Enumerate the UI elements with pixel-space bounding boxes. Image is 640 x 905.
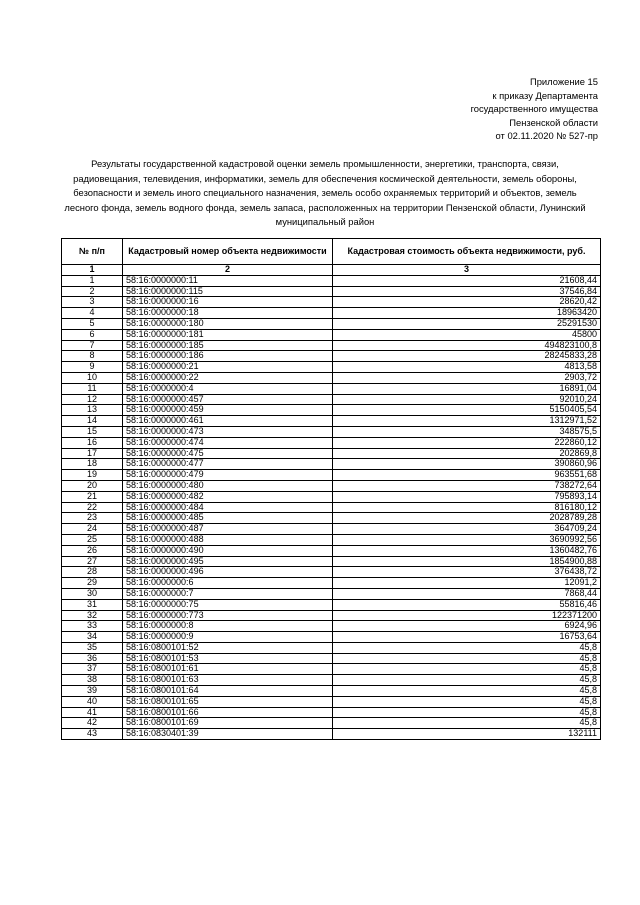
cadastral-number: 58:16:0000000:487 xyxy=(123,524,333,535)
table-row xyxy=(62,502,601,513)
cadastral-number: 58:16:0000000:21 xyxy=(123,362,333,373)
cadastral-number: 58:16:0000000:474 xyxy=(123,437,333,448)
cadastral-value: 1854900,88 xyxy=(333,556,601,567)
cadastral-number: 58:16:0000000:473 xyxy=(123,426,333,437)
cadastral-number: 58:16:0000000:7 xyxy=(123,588,333,599)
cadastral-number: 58:16:0000000:181 xyxy=(123,329,333,340)
cadastral-value: 5150405,54 xyxy=(333,405,601,416)
table-row xyxy=(62,718,601,729)
table-row xyxy=(62,480,601,491)
table-row xyxy=(62,534,601,545)
cadastral-number: 58:16:0000000:480 xyxy=(123,480,333,491)
appendix-line: Приложение 15 xyxy=(529,76,598,87)
cadastral-value: 3690992,56 xyxy=(333,534,601,545)
cadastral-value: 795893,14 xyxy=(333,491,601,502)
table-row xyxy=(62,578,601,589)
row-number: 26 xyxy=(62,545,123,556)
table-row xyxy=(62,491,601,502)
table-row xyxy=(62,610,601,621)
cadastral-value: 222860,12 xyxy=(333,437,601,448)
table-row xyxy=(62,275,601,286)
table-row xyxy=(62,416,601,427)
cadastral-number: 58:16:0000000:484 xyxy=(123,502,333,513)
row-number: 36 xyxy=(62,653,123,664)
row-number: 30 xyxy=(62,588,123,599)
table-row xyxy=(62,513,601,524)
row-number: 20 xyxy=(62,480,123,491)
appendix-line: к приказу Департамента xyxy=(492,89,598,101)
table-row xyxy=(62,394,601,405)
table-row xyxy=(62,351,601,362)
cadastral-number: 58:16:0000000:479 xyxy=(123,470,333,481)
cadastral-value: 45,8 xyxy=(333,653,601,664)
cadastral-value: 45,8 xyxy=(333,664,601,675)
table-row xyxy=(62,470,601,481)
row-number: 14 xyxy=(62,416,123,427)
row-number: 40 xyxy=(62,696,123,707)
cadastral-number: 58:16:0800101:53 xyxy=(123,653,333,664)
table-row xyxy=(62,286,601,297)
row-number: 22 xyxy=(62,502,123,513)
cadastral-number: 58:16:0800101:61 xyxy=(123,664,333,675)
cadastral-value: 963551,68 xyxy=(333,470,601,481)
table-row xyxy=(62,567,601,578)
cadastral-value: 25291530 xyxy=(333,318,601,329)
table-row xyxy=(62,556,601,567)
table-row xyxy=(62,448,601,459)
table-row xyxy=(62,707,601,718)
cadastral-number: 58:16:0000000:115 xyxy=(123,286,333,297)
cadastral-value: 16753,64 xyxy=(333,632,601,643)
appendix-block xyxy=(471,75,598,143)
table-row xyxy=(62,632,601,643)
cadastral-number: 58:16:0000000:9 xyxy=(123,632,333,643)
cadastral-number: 58:16:0000000:180 xyxy=(123,318,333,329)
row-number: 12 xyxy=(62,394,123,405)
column-number: 2 xyxy=(123,265,333,276)
cadastral-number: 58:16:0800101:52 xyxy=(123,642,333,653)
table-row xyxy=(62,621,601,632)
cadastral-value: 45,8 xyxy=(333,696,601,707)
table-row xyxy=(62,426,601,437)
cadastral-number: 58:16:0000000:186 xyxy=(123,351,333,362)
cadastral-value: 12091,2 xyxy=(333,578,601,589)
cadastral-number: 58:16:0800101:64 xyxy=(123,686,333,697)
cadastral-number: 58:16:0000000:75 xyxy=(123,599,333,610)
table-row xyxy=(62,340,601,351)
table-row xyxy=(62,686,601,697)
table-row xyxy=(62,599,601,610)
row-number: 11 xyxy=(62,383,123,394)
row-number: 3 xyxy=(62,297,123,308)
cadastral-value: 7868,44 xyxy=(333,588,601,599)
row-number: 43 xyxy=(62,729,123,740)
row-number: 15 xyxy=(62,426,123,437)
row-number: 34 xyxy=(62,632,123,643)
cadastral-number: 58:16:0000000:4 xyxy=(123,383,333,394)
cadastral-value: 376438,72 xyxy=(333,567,601,578)
cadastral-number: 58:16:0800101:66 xyxy=(123,707,333,718)
row-number: 10 xyxy=(62,372,123,383)
row-number: 41 xyxy=(62,707,123,718)
cadastral-number: 58:16:0000000:6 xyxy=(123,578,333,589)
cadastral-number: 58:16:0000000:495 xyxy=(123,556,333,567)
cadastral-number: 58:16:0800101:63 xyxy=(123,675,333,686)
column-number: 3 xyxy=(333,265,601,276)
cadastral-value: 16891,04 xyxy=(333,383,601,394)
table-column-number-row xyxy=(62,265,601,276)
table-row xyxy=(62,588,601,599)
table-row xyxy=(62,437,601,448)
cadastral-value: 2028789,28 xyxy=(333,513,601,524)
cadastral-value: 390860,96 xyxy=(333,459,601,470)
cadastral-number: 58:16:0000000:8 xyxy=(123,621,333,632)
cadastral-number: 58:16:0000000:773 xyxy=(123,610,333,621)
row-number: 4 xyxy=(62,308,123,319)
cadastral-value: 6924,96 xyxy=(333,621,601,632)
cadastral-number: 58:16:0800101:65 xyxy=(123,696,333,707)
header-cadastral-number: Кадастровый номер объекта недвижимости xyxy=(123,239,333,265)
cadastral-value: 816180,12 xyxy=(333,502,601,513)
cadastral-value: 45,8 xyxy=(333,642,601,653)
cadastral-number: 58:16:0000000:22 xyxy=(123,372,333,383)
table-row xyxy=(62,308,601,319)
cadastral-number: 58:16:0000000:482 xyxy=(123,491,333,502)
table-row xyxy=(62,524,601,535)
row-number: 5 xyxy=(62,318,123,329)
cadastral-value-table xyxy=(61,238,601,740)
table-row xyxy=(62,362,601,373)
cadastral-value: 738272,64 xyxy=(333,480,601,491)
cadastral-value: 2903,72 xyxy=(333,372,601,383)
row-number: 8 xyxy=(62,351,123,362)
row-number: 31 xyxy=(62,599,123,610)
cadastral-number: 58:16:0800101:69 xyxy=(123,718,333,729)
table-row xyxy=(62,729,601,740)
cadastral-value: 21608,44 xyxy=(333,275,601,286)
appendix-line: от 02.11.2020 № 527-пр xyxy=(495,130,598,141)
table-row xyxy=(62,664,601,675)
table-row xyxy=(62,383,601,394)
row-number: 42 xyxy=(62,718,123,729)
table-row xyxy=(62,405,601,416)
row-number: 39 xyxy=(62,686,123,697)
cadastral-number: 58:16:0000000:16 xyxy=(123,297,333,308)
table-row xyxy=(62,459,601,470)
table-row xyxy=(62,297,601,308)
cadastral-value: 55816,46 xyxy=(333,599,601,610)
cadastral-value: 45800 xyxy=(333,329,601,340)
table-row xyxy=(62,329,601,340)
cadastral-value: 1312971,52 xyxy=(333,416,601,427)
table-row xyxy=(62,372,601,383)
cadastral-value: 202869,8 xyxy=(333,448,601,459)
row-number: 19 xyxy=(62,470,123,481)
cadastral-value: 1360482,76 xyxy=(333,545,601,556)
appendix-line: Пензенской области xyxy=(509,116,598,128)
row-number: 9 xyxy=(62,362,123,373)
cadastral-number: 58:16:0000000:485 xyxy=(123,513,333,524)
cadastral-value: 494823100,8 xyxy=(333,340,601,351)
cadastral-number: 58:16:0000000:490 xyxy=(123,545,333,556)
cadastral-value: 45,8 xyxy=(333,675,601,686)
row-number: 32 xyxy=(62,610,123,621)
row-number: 21 xyxy=(62,491,123,502)
cadastral-value: 45,8 xyxy=(333,718,601,729)
row-number: 29 xyxy=(62,578,123,589)
table-row xyxy=(62,318,601,329)
cadastral-value: 37546,84 xyxy=(333,286,601,297)
cadastral-number: 58:16:0000000:488 xyxy=(123,534,333,545)
row-number: 7 xyxy=(62,340,123,351)
row-number: 23 xyxy=(62,513,123,524)
cadastral-value: 28245833,28 xyxy=(333,351,601,362)
cadastral-value: 92010,24 xyxy=(333,394,601,405)
appendix-line: государственного имущества xyxy=(470,103,598,114)
cadastral-number: 58:16:0000000:457 xyxy=(123,394,333,405)
cadastral-number: 58:16:0000000:496 xyxy=(123,567,333,578)
row-number: 27 xyxy=(62,556,123,567)
row-number: 28 xyxy=(62,567,123,578)
header-cadastral-value: Кадастровая стоимость объекта недвижимости, руб. xyxy=(333,239,601,265)
cadastral-number: 58:16:0000000:477 xyxy=(123,459,333,470)
row-number: 25 xyxy=(62,534,123,545)
cadastral-value: 364709,24 xyxy=(333,524,601,535)
document-heading: Результаты государственной кадастровой оценки земель промышленности, энергетики, транспорта, связи, радиовещания, телевидения, информатики, земель для обеспечения космической деятельности, земель обороны, безопасности и земель иного специального назначения, земель особо охраняемых территорий и объектов, земель лесного фонда, земель водного фонда, земель запаса, расположенных на территории Пензенской области, Лунинский муниципальный район xyxy=(64,158,586,228)
cadastral-value: 348575,5 xyxy=(333,426,601,437)
table-header-row xyxy=(62,239,601,265)
row-number: 2 xyxy=(62,286,123,297)
row-number: 6 xyxy=(62,329,123,340)
cadastral-value: 28620,42 xyxy=(333,297,601,308)
cadastral-value: 132111 xyxy=(333,729,601,740)
cadastral-value: 18963420 xyxy=(333,308,601,319)
cadastral-number: 58:16:0000000:185 xyxy=(123,340,333,351)
row-number: 16 xyxy=(62,437,123,448)
row-number: 18 xyxy=(62,459,123,470)
row-number: 38 xyxy=(62,675,123,686)
table-body xyxy=(62,275,601,739)
row-number: 13 xyxy=(62,405,123,416)
cadastral-number: 58:16:0000000:18 xyxy=(123,308,333,319)
cadastral-value: 4813,58 xyxy=(333,362,601,373)
table-row xyxy=(62,545,601,556)
row-number: 24 xyxy=(62,524,123,535)
table-row xyxy=(62,696,601,707)
header-number: № п/п xyxy=(62,239,123,265)
row-number: 33 xyxy=(62,621,123,632)
cadastral-number: 58:16:0000000:459 xyxy=(123,405,333,416)
cadastral-number: 58:16:0000000:461 xyxy=(123,416,333,427)
row-number: 1 xyxy=(62,275,123,286)
row-number: 35 xyxy=(62,642,123,653)
cadastral-number: 58:16:0000000:475 xyxy=(123,448,333,459)
cadastral-value: 45,8 xyxy=(333,707,601,718)
table-row xyxy=(62,675,601,686)
cadastral-value: 122371200 xyxy=(333,610,601,621)
table-row xyxy=(62,653,601,664)
column-number: 1 xyxy=(62,265,123,276)
cadastral-value: 45,8 xyxy=(333,686,601,697)
cadastral-number: 58:16:0000000:11 xyxy=(123,275,333,286)
row-number: 17 xyxy=(62,448,123,459)
cadastral-number: 58:16:0830401:39 xyxy=(123,729,333,740)
row-number: 37 xyxy=(62,664,123,675)
table-row xyxy=(62,642,601,653)
